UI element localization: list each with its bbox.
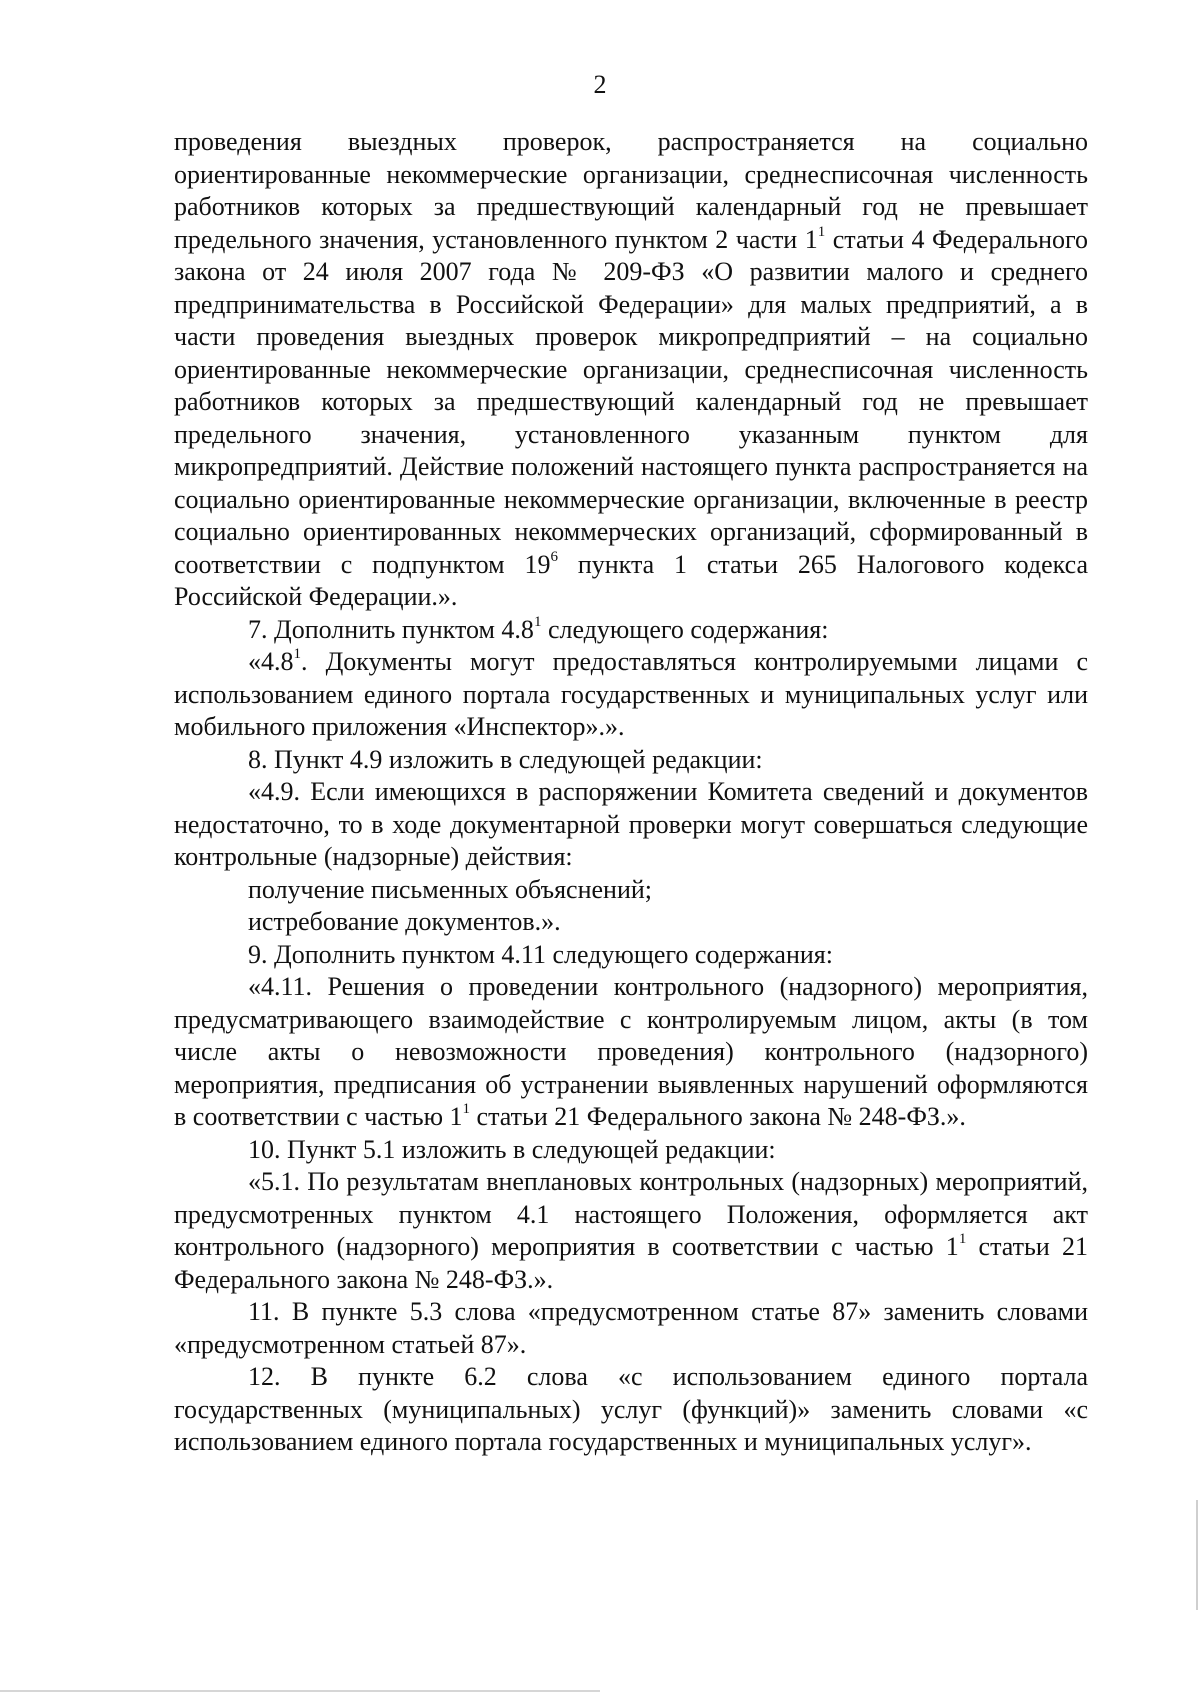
paragraph-item-9-text bbox=[174, 971, 1088, 1134]
paragraph-text: 10. Пункт 5.1 изложить в следующей редакции: bbox=[248, 1134, 776, 1164]
paragraph-text: 12. В пункте 6.2 слова «с использованием единого портала государственных (муниципальных) услуг (функций)» заменить словами «с использованием единого портала государственных и муниципальных услуг». bbox=[174, 1362, 1088, 1456]
paragraph-text: 9. Дополнить пунктом 4.11 следующего содержания: bbox=[248, 939, 833, 969]
paragraph-text: проведения выездных проверок, распространяется на социально ориентированные некоммерческие организации, среднесписочная численность работников которых за предшествующий календарный год не превышает предельного значения, установленного пунктом 2 части 1 bbox=[174, 127, 1088, 254]
paragraph-text: истребование документов.». bbox=[248, 907, 561, 936]
paragraph-text: статьи 21 Федерального закона № 248-ФЗ.». bbox=[470, 1102, 966, 1131]
paragraph-item-10-text bbox=[174, 1166, 1088, 1296]
superscript: 1 bbox=[462, 1101, 471, 1118]
superscript: 6 bbox=[550, 548, 558, 565]
paragraph-text: «4.11. Решения о проведении контрольного (надзорного) мероприятия, предусматривающего взаимодействие с контролируемым лицом, акты (в том числе акты о невозможности проведения) контрольного (надзорного) мероприятия, предписания об устранении выявленных нарушений оформляются в соответствии с частью 1 bbox=[174, 972, 1088, 1131]
superscript: 1 bbox=[958, 1231, 967, 1248]
paragraph-text: пункта 1 статьи 265 Налогового кодекса Российской Федерации.». bbox=[174, 549, 1088, 611]
paragraph-text: следующего содержания: bbox=[541, 614, 829, 644]
paragraph-text: 11. В пункте 5.3 слова «предусмотренном статье 87» заменить словами «предусмотренном статьей 87». bbox=[174, 1297, 1088, 1359]
paragraph-continuation bbox=[174, 126, 1088, 614]
superscript: 1 bbox=[533, 613, 542, 630]
paragraph-text: 8. Пункт 4.9 изложить в следующей редакции: bbox=[248, 744, 763, 774]
paragraph-item-8 bbox=[174, 744, 1088, 777]
paragraph-item-12 bbox=[174, 1361, 1088, 1459]
scan-edge-line bbox=[1196, 1500, 1198, 1610]
paragraph-text: «4.8 bbox=[248, 647, 294, 676]
scan-bottom-line bbox=[0, 1690, 600, 1692]
paragraph-text: «4.9. Если имеющихся в распоряжении Комитета сведений и документов недостаточно, то в ходе документарной проверки могут совершаться следующие контрольные (надзорные) действия: bbox=[174, 777, 1088, 871]
superscript: 1 bbox=[817, 223, 826, 240]
paragraph-item-11 bbox=[174, 1296, 1088, 1361]
paragraph-item-10 bbox=[174, 1134, 1088, 1167]
paragraph-item-7-text bbox=[174, 646, 1088, 744]
paragraph-item-9 bbox=[174, 939, 1088, 972]
paragraph-item-8-action-2 bbox=[174, 906, 1088, 939]
paragraph-item-8-text bbox=[174, 776, 1088, 874]
document-body bbox=[174, 126, 1088, 1459]
paragraph-text: статьи 4 Федерального закона от 24 июля 2007 года № 209-ФЗ «О развитии малого и среднего предпринимательства в Российской Федерации» для малых предприятий, а в части проведения выездных проверок микропредприятий – на социально ориентированные некоммерческие организации, среднесписочная численность работников которых за предшествующий календарный год не превышает предельного значения, установленного указанным пунктом для микропредприятий. Действие положений настоящего пункта распространяется на социально ориентированные некоммерческие организации, включенные в реестр социально ориентированных некоммерческих организаций, сформированный в соответствии с подпунктом 19 bbox=[174, 224, 1088, 579]
paragraph-text: получение письменных объяснений; bbox=[248, 874, 652, 904]
paragraph-text: «5.1. По результатам внеплановых контрольных (надзорных) мероприятий, предусмотренных пунктом 4.1 настоящего Положения, оформляется акт контрольного (надзорного) мероприятия в соответствии с частью 1 bbox=[174, 1167, 1088, 1261]
superscript: 1 bbox=[293, 646, 301, 663]
paragraph-text: . Документы могут предоставляться контролируемыми лицами с использованием единого портала государственных и муниципальных услуг или мобильного приложения «Инспектор».». bbox=[174, 647, 1088, 741]
paragraph-text: статьи 21 Федерального закона № 248-ФЗ.». bbox=[174, 1232, 1088, 1294]
page-number: 2 bbox=[593, 70, 607, 99]
paragraph-text: 7. Дополнить пунктом 4.8 bbox=[248, 614, 534, 644]
paragraph-item-8-action-1 bbox=[174, 874, 1088, 907]
paragraph-item-7 bbox=[174, 614, 1088, 647]
